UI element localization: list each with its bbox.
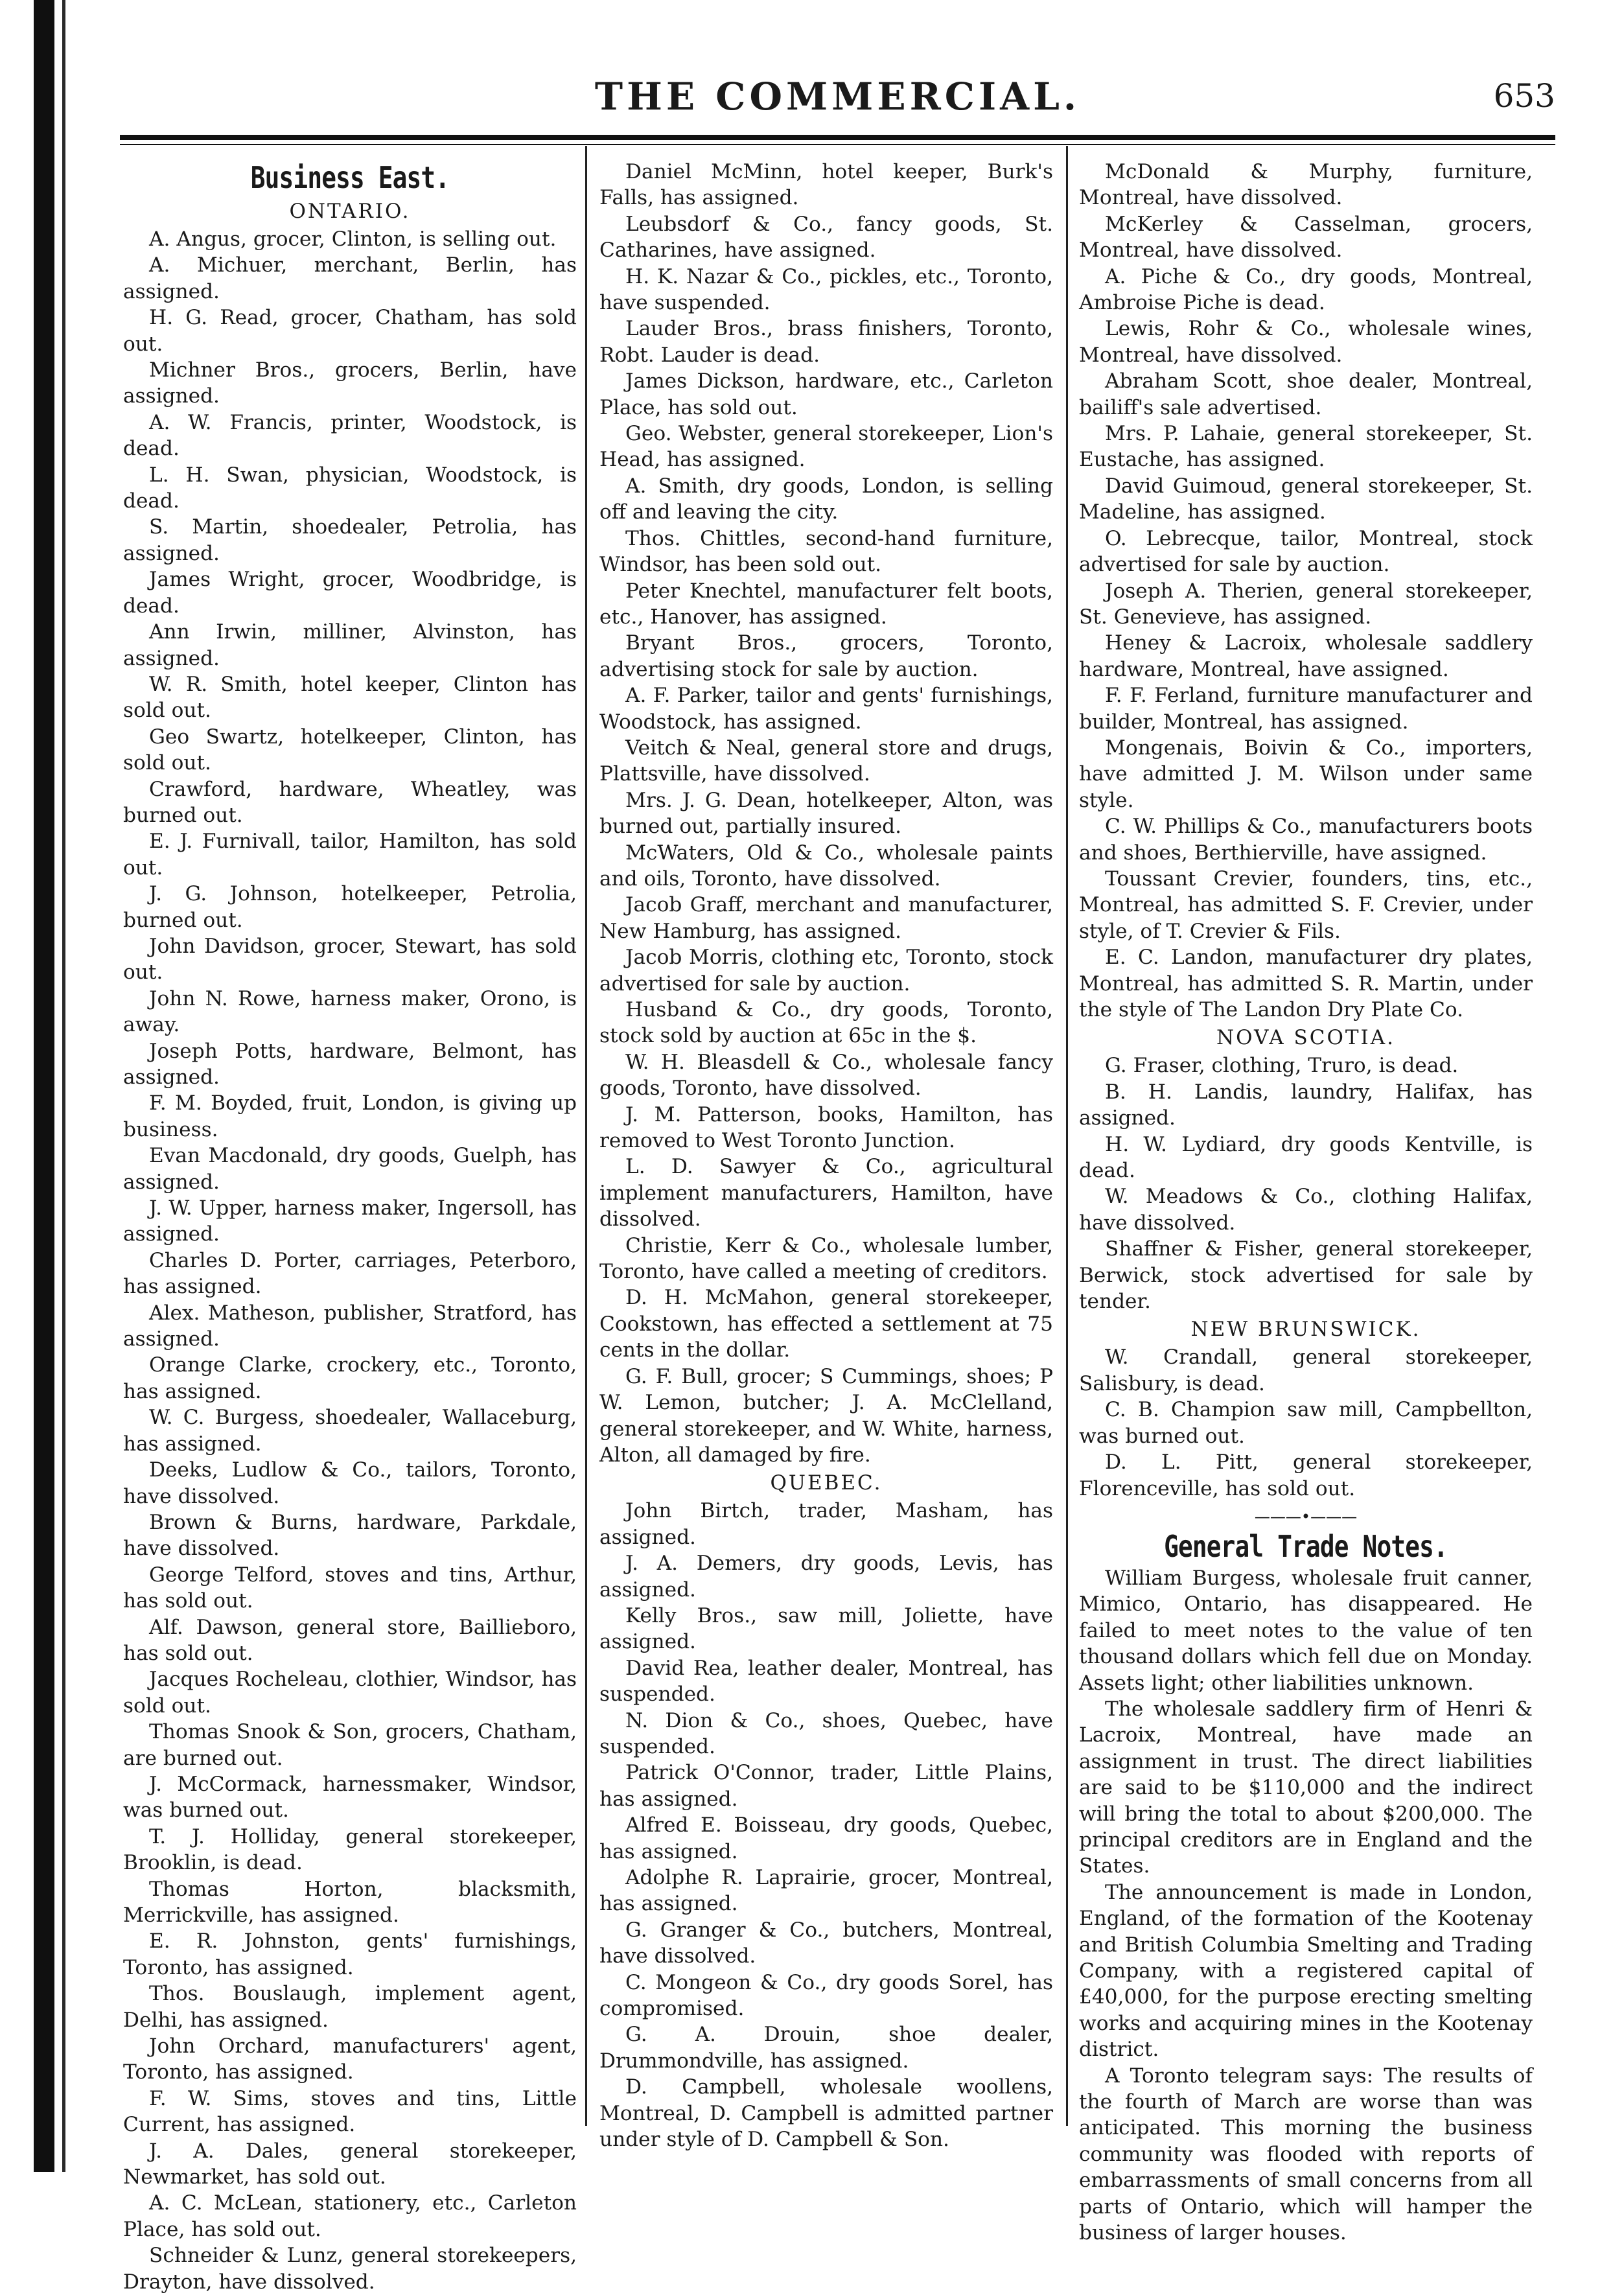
list-item: G. Fraser, clothing, Truro, is dead. xyxy=(1105,1054,1459,1078)
list-item: A. W. Francis, printer, Woodstock, is dead. xyxy=(123,410,577,461)
new-brunswick-heading: NEW BRUNSWICK. xyxy=(1190,1318,1421,1342)
list-item: F. W. Sims, stoves and tins, Little Current, has assigned. xyxy=(123,2086,577,2137)
header-rule-thin xyxy=(120,144,1555,145)
list-item: Jacob Graff, merchant and manufacturer, New Hamburg, has assigned. xyxy=(599,893,1053,943)
list-item: Joseph Potts, hardware, Belmont, has assigned. xyxy=(123,1039,577,1089)
list-item: Ann Irwin, milliner, Alvinston, has assigned. xyxy=(123,620,577,670)
list-item: H. G. Read, grocer, Chatham, has sold out. xyxy=(123,306,577,356)
ontario-heading: ONTARIO. xyxy=(289,200,411,223)
list-item: Jacob Morris, clothing etc, Toronto, stock advertised for sale by auction. xyxy=(599,946,1053,996)
list-item: Evan Macdonald, dry goods, Guelph, has assigned. xyxy=(123,1144,577,1194)
list-item: Toussant Crevier, founders, tins, etc., Montreal, has admitted S. F. Crevier, under style, of T. Crevier & Fils. xyxy=(1079,867,1533,943)
list-item: George Telford, stoves and tins, Arthur, has sold out. xyxy=(123,1563,577,1613)
list-item: A. Angus, grocer, Clinton, is selling out. xyxy=(149,227,557,251)
list-item: G. F. Bull, grocer; S Cummings, shoes; P W. Lemon, butcher; J. A. McClelland, general storekeeper, and W. White, harness, Alton, all damaged by fire. xyxy=(599,1364,1053,1467)
list-item: John Davidson, grocer, Stewart, has sold out. xyxy=(123,934,577,984)
list-item: Michner Bros., grocers, Berlin, have assigned. xyxy=(123,358,577,408)
list-item: William Burgess, wholesale fruit canner, Mimico, Ontario, has disappeared. He failed to meet notes to the value of ten thousand dollars which fell due on Monday. Assets light; other liabilities unknown. xyxy=(1079,1566,1533,1695)
list-item: David Rea, leather dealer, Montreal, has suspended. xyxy=(599,1656,1053,1707)
list-item: F. F. Ferland, furniture manufacturer and builder, Montreal, has assigned. xyxy=(1079,684,1533,734)
list-item: Schneider & Lunz, general storekeepers, Drayton, have dissolved. xyxy=(123,2244,577,2294)
list-item: Alf. Dawson, general store, Baillieboro, has sold out. xyxy=(123,1615,577,1665)
list-item: S. Martin, shoedealer, Petrolia, has assigned. xyxy=(123,515,577,565)
list-item: McWaters, Old & Co., wholesale paints and oils, Toronto, have dissolved. xyxy=(599,841,1053,891)
section-divider: ———•——— xyxy=(1254,1507,1358,1526)
list-item: Geo. Webster, general storekeeper, Lion's Head, has assigned. xyxy=(599,422,1053,472)
list-item: Leubsdorf & Co., fancy goods, St. Catharines, have assigned. xyxy=(599,212,1053,262)
list-item: Abraham Scott, shoe dealer, Montreal, bailiff's sale advertised. xyxy=(1079,369,1533,419)
nova-scotia-heading: NOVA SCOTIA. xyxy=(1216,1026,1396,1050)
list-item: A. C. McLean, stationery, etc., Carleton Place, has sold out. xyxy=(123,2191,577,2241)
list-item: John Orchard, manufacturers' agent, Toronto, has assigned. xyxy=(123,2034,577,2084)
list-item: W. C. Burgess, shoedealer, Wallaceburg, has assigned. xyxy=(123,1406,577,1456)
list-item: Brown & Burns, hardware, Parkdale, have dissolved. xyxy=(123,1510,577,1561)
list-item: Mongenais, Boivin & Co., importers, have admitted J. M. Wilson under same style. xyxy=(1079,736,1533,812)
list-item: Patrick O'Connor, trader, Little Plains, has assigned. xyxy=(599,1761,1053,1811)
list-item: G. Granger & Co., butchers, Montreal, have dissolved. xyxy=(599,1918,1053,1968)
list-item: E. J. Furnivall, tailor, Hamilton, has sold out. xyxy=(123,830,577,880)
page-number: 653 xyxy=(1493,77,1555,115)
list-item: C. W. Phillips & Co., manufacturers boots and shoes, Berthierville, have assigned. xyxy=(1079,815,1533,865)
list-item: J. A. Dales, general storekeeper, Newmarket, has sold out. xyxy=(123,2139,577,2189)
list-item: D. H. McMahon, general storekeeper, Cookstown, has effected a settlement at 75 cents in the dollar. xyxy=(599,1286,1053,1362)
list-item: T. J. Holliday, general storekeeper, Brooklin, is dead. xyxy=(123,1824,577,1875)
list-item: J. M. Patterson, books, Hamilton, has removed to West Toronto Junction. xyxy=(599,1102,1053,1153)
list-item: C. B. Champion saw mill, Campbellton, was burned out. xyxy=(1079,1398,1533,1448)
list-item: J. A. Demers, dry goods, Levis, has assigned. xyxy=(599,1552,1053,1602)
ontario-list xyxy=(123,226,577,2295)
newspaper-title: THE COMMERCIAL. xyxy=(594,75,1081,119)
binding-edge xyxy=(34,0,54,2172)
list-item: Thomas Snook & Son, grocers, Chatham, are burned out. xyxy=(123,1720,577,1770)
list-item: A. Michuer, merchant, Berlin, has assigned. xyxy=(123,253,577,303)
general-trade-notes xyxy=(1079,1565,1533,2246)
list-item: C. Mongeon & Co., dry goods Sorel, has compromised. xyxy=(599,1970,1053,2021)
masthead xyxy=(120,75,1555,133)
list-item: Thos. Bouslaugh, implement agent, Delhi, has assigned. xyxy=(123,1982,577,2032)
list-item: McDonald & Murphy, furniture, Montreal, have dissolved. xyxy=(1079,160,1533,210)
list-item: Veitch & Neal, general store and drugs, Plattsville, have dissolved. xyxy=(599,736,1053,786)
list-item: John N. Rowe, harness maker, Orono, is away. xyxy=(123,986,577,1037)
list-item: J. McCormack, harnessmaker, Windsor, was burned out. xyxy=(123,1772,577,1823)
list-item: J. W. Upper, harness maker, Ingersoll, has assigned. xyxy=(123,1196,577,1246)
nova-scotia-list xyxy=(1079,1053,1533,1314)
list-item: A. Smith, dry goods, London, is selling off and leaving the city. xyxy=(599,474,1053,524)
list-item: Charles D. Porter, carriages, Peterboro, has assigned. xyxy=(123,1248,577,1299)
quebec-heading: QUEBEC. xyxy=(770,1471,883,1495)
list-item: Bryant Bros., grocers, Toronto, advertising stock for sale by auction. xyxy=(599,631,1053,681)
list-item: G. A. Drouin, shoe dealer, Drummondville, has assigned. xyxy=(599,2023,1053,2073)
list-item: Geo Swartz, hotelkeeper, Clinton, has sold out. xyxy=(123,725,577,775)
list-item: W. R. Smith, hotel keeper, Clinton has sold out. xyxy=(123,672,577,723)
list-item: The announcement is made in London, England, of the formation of the Kootenay and British Columbia Smelting and Trading Company, with a registered capital of £40,000, for the purpose erecting smelting works and acquiring mines in the Kootenay district. xyxy=(1079,1880,1533,2062)
list-item: H. K. Nazar & Co., pickles, etc., Toronto, have suspended. xyxy=(599,264,1053,315)
list-item: H. W. Lydiard, dry goods Kentville, is dead. xyxy=(1079,1132,1533,1183)
list-item: Alex. Matheson, publisher, Stratford, has assigned. xyxy=(123,1301,577,1351)
list-item: Christie, Kerr & Co., wholesale lumber, Toronto, have called a meeting of creditors. xyxy=(599,1233,1053,1284)
quebec-list-continued xyxy=(1079,159,1533,1023)
list-item: Orange Clarke, crockery, etc., Toronto, has assigned. xyxy=(123,1353,577,1403)
column-2 xyxy=(599,159,1053,2152)
binding-edge-line xyxy=(62,0,65,2172)
column-1 xyxy=(123,159,577,2294)
list-item: L. D. Sawyer & Co., agricultural implement manufacturers, Hamilton, have dissolved. xyxy=(599,1155,1053,1231)
list-item: John Birtch, trader, Masham, has assigned. xyxy=(599,1499,1053,1549)
list-item: Heney & Lacroix, wholesale saddlery hardware, Montreal, have assigned. xyxy=(1079,631,1533,681)
list-item: A. Piche & Co., dry goods, Montreal, Ambroise Piche is dead. xyxy=(1079,264,1533,315)
list-item: E. C. Landon, manufacturer dry plates, Montreal, has admitted S. R. Martin, under the style of The Landon Dry Plate Co. xyxy=(1079,946,1533,1021)
list-item: Jacques Rocheleau, clothier, Windsor, has sold out. xyxy=(123,1668,577,1718)
general-trade-notes-heading: General Trade Notes. xyxy=(1164,1528,1448,1564)
list-item: Daniel McMinn, hotel keeper, Burk's Falls, has assigned. xyxy=(599,160,1053,210)
list-item: W. Meadows & Co., clothing Halifax, have dissolved. xyxy=(1079,1185,1533,1235)
column-3 xyxy=(1079,159,1533,2245)
list-item: Alfred E. Boisseau, dry goods, Quebec, has assigned. xyxy=(599,1813,1053,1863)
list-item: F. M. Boyded, fruit, London, is giving up business. xyxy=(123,1091,577,1141)
business-east-heading: Business East. xyxy=(250,160,450,195)
list-item: James Dickson, hardware, etc., Carleton Place, has sold out. xyxy=(599,369,1053,419)
list-item: Adolphe R. Laprairie, grocer, Montreal, has assigned. xyxy=(599,1866,1053,1916)
list-item: A Toronto telegram says: The results of the fourth of March are worse than was anticipated. This morning the business community was flooded with reports of embarrassments of small concerns from all parts of Ontario, which will hamper the business of larger houses. xyxy=(1079,2064,1533,2245)
ontario-list-continued xyxy=(599,159,1053,1468)
list-item: Peter Knechtel, manufacturer felt boots, etc., Hanover, has assigned. xyxy=(599,579,1053,629)
list-item: Mrs. J. G. Dean, hotelkeeper, Alton, was burned out, partially insured. xyxy=(599,788,1053,839)
list-item: J. G. Johnson, hotelkeeper, Petrolia, burned out. xyxy=(123,882,577,932)
list-item: N. Dion & Co., shoes, Quebec, have suspended. xyxy=(599,1708,1053,1758)
quebec-list xyxy=(599,1498,1053,2152)
list-item: O. Lebrecque, tailor, Montreal, stock advertised for sale by auction. xyxy=(1079,526,1533,577)
list-item: Crawford, hardware, Wheatley, was burned out. xyxy=(123,777,577,827)
list-item: W. Crandall, general storekeeper, Salisbury, is dead. xyxy=(1079,1346,1533,1395)
list-item: D. Campbell, wholesale woollens, Montreal, D. Campbell is admitted partner under style of D. Campbell & Son. xyxy=(599,2075,1053,2152)
list-item: Husband & Co., dry goods, Toronto, stock sold by auction at 65c in the $. xyxy=(599,998,1053,1048)
list-item: Lauder Bros., brass finishers, Toronto, Robt. Lauder is dead. xyxy=(599,317,1053,367)
list-item: B. H. Landis, laundry, Halifax, has assigned. xyxy=(1079,1080,1533,1130)
list-item: W. H. Bleasdell & Co., wholesale fancy goods, Toronto, have dissolved. xyxy=(599,1050,1053,1101)
list-item: E. R. Johnston, gents' furnishings, Toronto, has assigned. xyxy=(123,1929,577,1979)
list-item: David Guimoud, general storekeeper, St. Madeline, has assigned. xyxy=(1079,474,1533,524)
list-item: Lewis, Rohr & Co., wholesale wines, Montreal, have dissolved. xyxy=(1079,317,1533,367)
list-item: Deeks, Ludlow & Co., tailors, Toronto, have dissolved. xyxy=(123,1458,577,1508)
list-item: D. L. Pitt, general storekeeper, Florenceville, has sold out. xyxy=(1079,1450,1533,1500)
list-item: Thomas Horton, blacksmith, Merrickville, has assigned. xyxy=(123,1877,577,1927)
column-rule-1 xyxy=(585,146,587,2126)
list-item: Joseph A. Therien, general storekeeper, St. Genevieve, has assigned. xyxy=(1079,579,1533,629)
list-item: Mrs. P. Lahaie, general storekeeper, St. Eustache, has assigned. xyxy=(1079,422,1533,472)
list-item: Thos. Chittles, second-hand furniture, Windsor, has been sold out. xyxy=(599,526,1053,577)
header-rule-thick xyxy=(120,135,1555,140)
list-item: Shaffner & Fisher, general storekeeper, Berwick, stock advertised for sale by tender. xyxy=(1079,1237,1533,1314)
list-item: A. F. Parker, tailor and gents' furnishings, Woodstock, has assigned. xyxy=(599,684,1053,734)
list-item: The wholesale saddlery firm of Henri & Lacroix, Montreal, have made an assignment in trust. The direct liabilities are said to be $110,000 and the indirect will bring the total to about $200,000. The principal creditors are in England and the States. xyxy=(1079,1697,1533,1878)
list-item: McKerley & Casselman, grocers, Montreal, have dissolved. xyxy=(1079,212,1533,262)
list-item: James Wright, grocer, Woodbridge, is dead. xyxy=(123,568,577,618)
column-rule-2 xyxy=(1066,146,1068,2126)
list-item: Kelly Bros., saw mill, Joliette, have assigned. xyxy=(599,1603,1053,1654)
new-brunswick-list xyxy=(1079,1344,1533,1501)
list-item: L. H. Swan, physician, Woodstock, is dead. xyxy=(123,463,577,513)
